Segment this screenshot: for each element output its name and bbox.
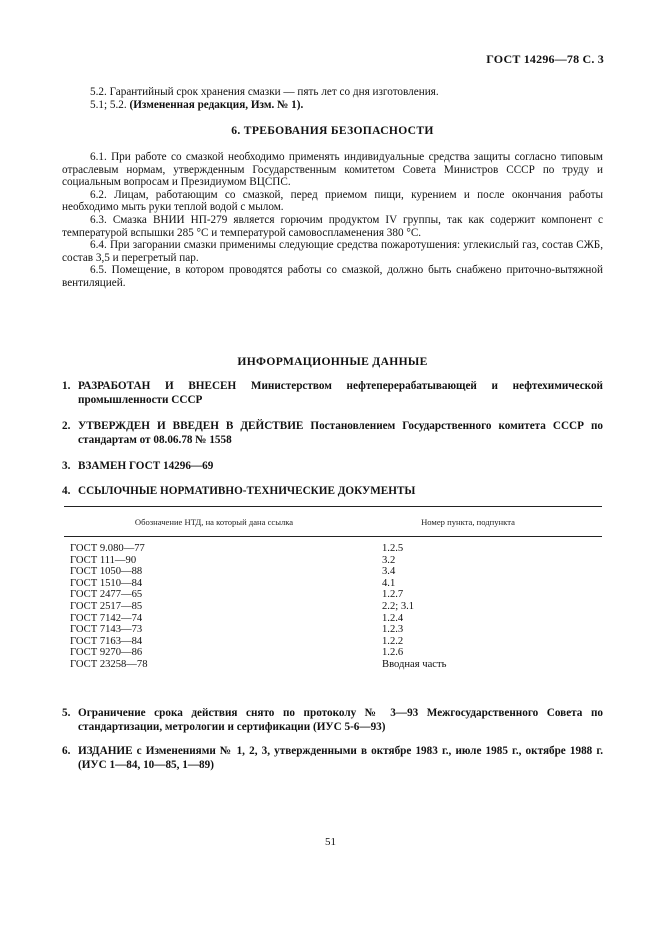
ntd-cell: ГОСТ 1050—88 [70, 566, 143, 578]
info-item-2 [62, 419, 603, 447]
clause-cell: 1.2.3 [382, 624, 404, 636]
info-item-number: 1. [62, 380, 71, 392]
ntd-cell: ГОСТ 7142—74 [70, 612, 143, 624]
ntd-cell: ГОСТ 9.080—77 [70, 543, 145, 554]
clause-cell: 1.2.6 [382, 647, 404, 659]
table-row [64, 543, 602, 555]
clause-cell: 3.2 [382, 554, 396, 566]
ntd-cell: ГОСТ 2477—65 [70, 589, 143, 601]
ntd-cell: ГОСТ 7143—73 [70, 624, 143, 636]
paragraph-amendment-note [62, 99, 603, 112]
paragraph-6-3: 6.3. Смазка ВНИИ НП-279 является горючим продуктом IV группы, так как содержит компонент с температурой вспышки 285 °С и температурой самовоспламенения 380 °С. [62, 213, 603, 239]
table-row [64, 624, 602, 636]
clause-cell: 2.2; 3.1 [382, 600, 415, 612]
clause-cell: 4.1 [382, 577, 396, 589]
header-clause: Номер пункта, подпункта [421, 516, 515, 527]
safety-block [62, 151, 603, 290]
info-item-number: 3. [62, 460, 71, 472]
info-item-text: ИЗДАНИЕ с Изменениями № 1, 2, 3, утвержденными в октябре 1983 г., июле 1985 г., октябре 1988 г. (ИУС 1—84, 10—85, 1—89) [78, 745, 603, 771]
info-item-text: РАЗРАБОТАН И ВНЕСЕН Министерством нефтеперерабатывающей и нефтехимической промышленности СССР [78, 380, 603, 406]
table-row [64, 578, 602, 590]
table-row [64, 659, 602, 671]
info-item-text: ССЫЛОЧНЫЕ НОРМАТИВНО-ТЕХНИЧЕСКИЕ ДОКУМЕНТЫ [78, 485, 416, 497]
ntd-cell: ГОСТ 111—90 [70, 554, 137, 566]
info-item-number: 6. [62, 745, 71, 757]
info-item-number: 2. [62, 420, 71, 432]
paragraph-6-2: 6.2. Лицам, работающим со смазкой, перед приемом пищи, курением и после окончания работы необходимо мыть руки теплой водой с мылом. [62, 188, 603, 214]
paragraph-6-1: 6.1. При работе со смазкой необходимо применять индивидуальные средства защиты согласно типовым отраслевым нормам, утвержденным Государственным комитетом Совета Министров СССР по труду и социальным вопросам и Президиумом ВЦСПС. [62, 151, 603, 189]
info-item-number: 5. [62, 707, 71, 719]
table-row [64, 566, 602, 578]
paragraph-5-2: 5.2. Гарантийный срок хранения смазки — пять лет со дня изготовления. [90, 86, 439, 98]
page-header: ГОСТ 14296—78 С. 3 [486, 52, 604, 66]
table-row [64, 613, 602, 625]
paragraph-6-4: 6.4. При загорании смазки применимы следующие средства пожаротушения: углекислый газ, состав СЖБ, состав 3,5 и перегретый пар. [62, 239, 603, 264]
info-item-3 [62, 459, 603, 473]
info-title: ИНФОРМАЦИОННЫЕ ДАННЫЕ [237, 355, 428, 368]
table-row [64, 601, 602, 613]
info-item-text: УТВЕРЖДЕН И ВВЕДЕН В ДЕЙСТВИЕ Постановлением Государственного комитета СССР по стандартам от 08.06.78 № 1558 [78, 420, 603, 446]
info-item-5 [62, 706, 603, 734]
table-header [64, 507, 602, 536]
info-item-number: 4. [62, 485, 71, 497]
table-row [64, 636, 602, 648]
ntd-cell: ГОСТ 9270—86 [70, 647, 143, 659]
ntd-cell: ГОСТ 1510—84 [70, 577, 143, 589]
page-number: 51 [325, 836, 336, 848]
section-6-title: 6. ТРЕБОВАНИЯ БЕЗОПАСНОСТИ [231, 124, 434, 137]
clause-cell: 1.2.2 [382, 635, 404, 647]
clause-cell: 3.4 [382, 566, 396, 578]
reference-table [64, 506, 602, 671]
intro-block [62, 86, 603, 111]
clause-cell: 1.2.4 [382, 612, 404, 624]
info-item-1 [62, 379, 603, 407]
ntd-cell: ГОСТ 7163—84 [70, 635, 143, 647]
table-row [64, 555, 602, 567]
info-item-6 [62, 744, 603, 772]
amendment-bold: (Измененная редакция, Изм. № 1). [129, 98, 304, 111]
clause-cell: 1.2.5 [382, 543, 404, 554]
info-item-text: Ограничение срока действия снято по протоколу № 3—93 Межгосударственного Совета по стандартизации, метрологии и сертификации (ИУС 5-6—93) [78, 707, 603, 733]
paragraph-6-5: 6.5. Помещение, в котором проводятся работы со смазкой, должно быть снабжено приточно-вытяжной вентиляцией. [62, 264, 603, 289]
info-item-4 [62, 484, 603, 498]
ntd-cell: ГОСТ 2517—85 [70, 600, 143, 612]
amendment-ref: 5.1; 5.2. [90, 98, 127, 111]
table-body [64, 537, 602, 671]
clause-cell: Вводная часть [382, 658, 447, 670]
table-row [64, 647, 602, 659]
header-ntd: Обозначение НТД, на который дана ссылка [134, 516, 294, 527]
info-item-text: ВЗАМЕН ГОСТ 14296—69 [78, 460, 214, 472]
table-row [64, 589, 602, 601]
ntd-cell: ГОСТ 23258—78 [70, 658, 148, 670]
clause-cell: 1.2.7 [382, 589, 404, 601]
